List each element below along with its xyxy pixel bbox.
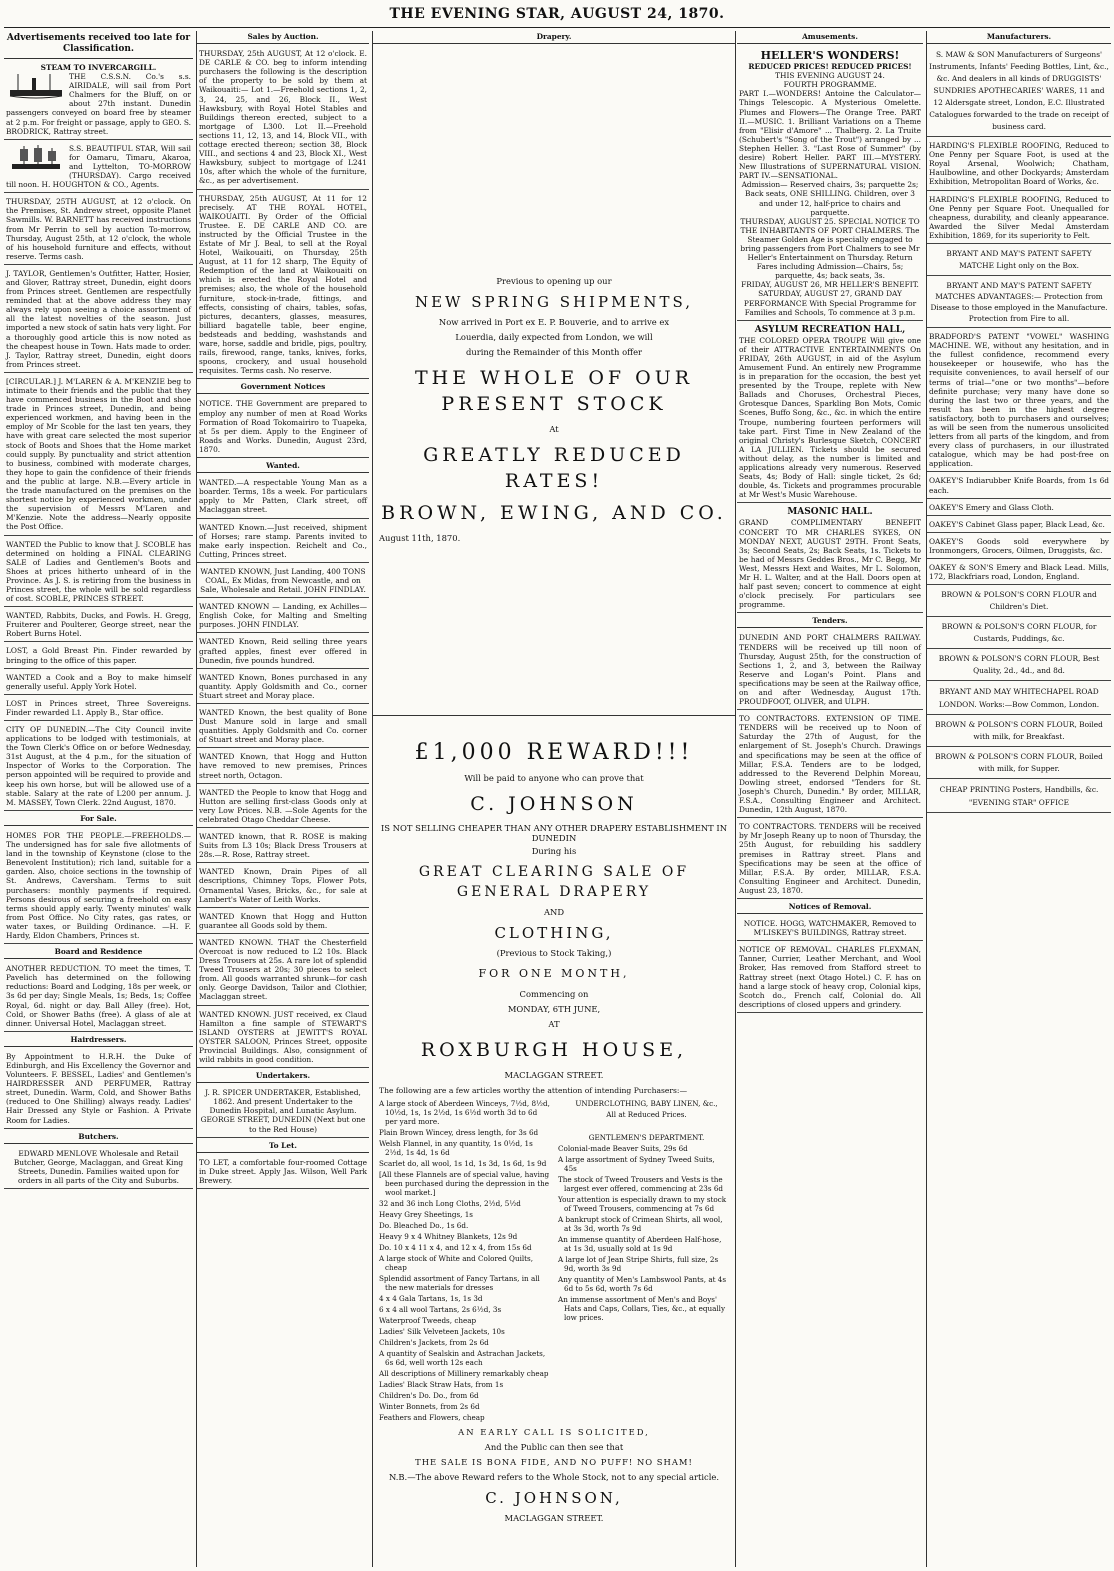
masthead-rule	[4, 27, 1110, 28]
masthead: THE EVENING STAR, AUGUST 24, 1870.	[389, 6, 725, 22]
ad-title: FOR ONE MONTH,	[478, 967, 630, 981]
list-item: Feathers and Flowers, cheap	[379, 1413, 485, 1423]
ad-body: WANTED KNOWN. THAT the Chesterfield Overcoat is now reduced to L2 10s. Black Dress Trousers at 25s. A rare lot of splendid Tweed Trousers at 20s; 30 pieces to select from. All goods warranted shrunk—for cash only. George Davidson, Tailor and Clothier, Maclaggan street.	[199, 937, 367, 1002]
ad-title: THE WHOLE OF OUR PRESENT STOCK	[414, 367, 694, 416]
section-heading-tenders: Tenders.	[737, 615, 923, 628]
list-item: Children's Do. Do., from 6d	[379, 1391, 479, 1401]
ad-line: And the Public can then see that	[484, 1442, 624, 1453]
ad-body: PART I.—WONDERS! Antoine the Calculator—Things Telescopic. A Mysterious Omelette. Plumes and Flowers—The Orange Tree. PART II.—MUSIC. 1. Brilliant Variations on a Theme from "Elisir d'Amore" ... Thalberg. 2. La Truite (Schubert's "Song of the Trout") arranged by ... Stephen Heller. 3. "Last Rose of Summer" (by desire) Robert Heller. PART III.—MYSTERY. New Illustrations of SUPERNATURAL VISION. PART IV.—SENSATIONAL.	[739, 89, 921, 181]
ad-body: OAKEY'S Goods sold everywhere by Ironmongers, Grocers, Oilmen, Druggists, &c.	[929, 536, 1109, 555]
ad-body: WANTED Known, the best quality of Bone Dust Manure sold in large and small quantities. Apply Goldsmith and Co. corner of Stuart street and Moray place.	[199, 708, 367, 745]
section-heading-auction: Sales by Auction.	[197, 31, 369, 44]
ad-body: S. MAW & SON Manufacturers of Surgeons' Instruments, Infants' Feeding Bottles, Lint, &c., &c. And dealers in all kinds of DRUGGISTS' SUNDRIES APOTHECARIES' WARES, 11 and 12 Aldersgate street, London, E.C. Illustrated Catalogues forwarded to the trade on receipt of business card.	[929, 50, 1109, 132]
ad-homes-for-people	[4, 829, 193, 944]
ad-body: EDWARD MENLOVE Wholesale and Retail Butcher, George, Maclaggan, and Great King Streets, Dunedin. Families waited upon for orders in all parts of the City and Suburbs.	[13, 1148, 184, 1186]
ad-body: TO CONTRACTORS. EXTENSION OF TIME. TENDERS will be received up to Noon of Saturday the 27th of August, for the enlargement of St. Joseph's Church. Drawings and specifications may be seen at the office of Millar, F.S.A. Tenders are to be lodged, addressed to the Reverend Delphin Moreau, Dowling street, endorsed "Tenders for St. Joseph's Church, Dunedin." By order, MILLAR, F.S.A., Consulting Engineer and Architect. Dunedin, 12th August, 1870.	[739, 714, 921, 815]
ad-line: N.B.—The above Reward refers to the Whole Stock, not to any special article.	[388, 1472, 720, 1483]
list-item: Do. Bleached Do., 1s 6d.	[379, 1221, 469, 1231]
list-item: A large lot of Jean Stripe Shirts, full size, 2s 9d, worth 3s 9d	[558, 1255, 719, 1274]
ad-masonic-hall	[737, 505, 923, 613]
list-item: Ladies' Silk Velveteen Jackets, 10s	[379, 1327, 505, 1337]
ad-wanted-10	[197, 830, 369, 863]
ad-wanted-12	[197, 910, 369, 934]
ad-body: OAKEY'S Indiarubber Knife Boards, from 1s 6d each.	[929, 476, 1109, 495]
list-item: Ladies' Black Straw Hats, from 1s	[379, 1380, 504, 1390]
list-item: Waterproof Tweeds, cheap	[379, 1316, 477, 1326]
ad-tender-saddlery	[737, 820, 923, 899]
ad-wanted-8	[197, 750, 369, 783]
ad-to-let	[197, 1156, 369, 1189]
ad-body: OAKEY & SON'S Emery and Black Lead. Mills, 172, Blackfriars road, London, England.	[929, 563, 1109, 582]
ad-city-dunedin	[4, 723, 193, 811]
ad-bryant-may-2	[927, 278, 1111, 328]
list-item: Winter Bonnets, from 2s 6d	[379, 1402, 480, 1412]
column-1	[4, 31, 193, 1567]
ad-lost-sovereigns	[4, 697, 193, 721]
ad-body: THURSDAY, 25th AUGUST, At 11 for 12 precisely. AT THE ROYAL HOTEL, WAIKOUAITI. By Order of the Official Trustee. E. DE CARLE AND CO. are instructed by the Official Trustee in the Estate of Mr J. Beal, to sell at the Royal Hotel, Waikouaiti, on Thursday, 25th August, at 11 for 12 sharp, The Equity of Redemption of the land at Waikouaiti on which is erected the Royal Hotel and premises; also, the whole of the household furniture, stock-in-trade, fittings, and effects, consisting of chairs, tables, sofas, pictures, decanters, glasses, measures, billiard bagatelle table, beer engine, bedsteads and bedding, washstands and ware, horse, saddle and bridle, pigs, poultry, rails, firewood, range, tanks, knives, forks, spoons, crockery, and usual household requisites. Terms cash. No reserve.	[199, 193, 367, 376]
list-item: Heavy 9 x 4 Whitney Blankets, 12s 9d	[379, 1232, 518, 1242]
ad-title: CLOTHING,	[494, 924, 614, 943]
section-heading-drapery: Drapery.	[373, 31, 735, 44]
list-subheading: All at Reduced Prices.	[606, 1110, 687, 1120]
list-item: 6 x 4 all wool Tartans, 2s 6½d, 3s	[379, 1305, 502, 1315]
ad-wanted-3	[197, 565, 369, 598]
price-list	[379, 1099, 729, 1424]
ad-tender-church	[737, 712, 923, 818]
ad-cheap-printing	[927, 781, 1111, 813]
section-heading-butchers: Butchers.	[4, 1131, 193, 1144]
ad-body: WANTED KNOWN. JUST received, ex Claud Hamilton a fine sample of STEWART'S ISLAND OYSTERS at JEWITT'S ROYAL OYSTER SALOON, Princes Street, opposite Provincial Buildings. Also, consignment of wild rabbits in good condition.	[199, 1009, 367, 1064]
ad-line: AT	[548, 1019, 560, 1030]
ad-title: ROXBURGH HOUSE,	[420, 1039, 688, 1062]
ad-line: During his	[531, 846, 577, 857]
ad-maw-son	[927, 47, 1111, 137]
price-list-left	[379, 1099, 550, 1424]
ad-oakey-4	[927, 535, 1111, 559]
ad-brown-polson-4	[927, 717, 1111, 747]
ad-line: THIS EVENING AUGUST 24.	[775, 71, 885, 81]
ad-wanted-6	[197, 671, 369, 704]
ad-body: THURSDAY, 25TH AUGUST, at 12 o'clock. On the Premises, St. Andrew street, opposite Planet Sawmills. W. BARNETT has received instructions from Mr Perrin to sell by auction To-morrow, Thursday, August 25th, at 12 o'clock, the whole of his household furniture and effects, without reserve. Terms cash.	[6, 197, 191, 261]
ad-body: BRADFORD'S PATENT "VOWEL" WASHING MACHINE. WE, without any hesitation, and in the fullest confidence, recommend every housekeeper or housewife, who has the requisite conveniences, to avail herself of our terms of trial—"one or two months"—before definite purchase; very many have done so during the last two or three years, and the result has been in the highest degree satisfactory, both to purchasers and ourselves; as will be seen from the numerous unsolicited letters from all parts of the kingdom, and from every class of purchasers, in our illustrated catalogue, which may be had post-free on application.	[929, 332, 1109, 469]
ad-body: THURSDAY, AUGUST 25. SPECIAL NOTICE TO THE INHABITANTS OF PORT CHALMERS. The Steamer Golden Age is specially engaged to bring passengers from Port Chalmers to see Mr Heller's Entertainment on Thursday. Return Fares including Admission—Chairs, 5s; parquette, 4s; back seats, 3s.	[740, 216, 920, 281]
ad-line: AND	[543, 907, 565, 918]
ad-body: S.S. BEAUTIFUL STAR, Will sail for Oamaru, Timaru, Akaroa, and Lyttelton, TO-MORROW (THURSDAY). Cargo received till noon. H. HOUGHTON & CO., Agents.	[6, 143, 191, 190]
ad-body: WANTED Known, that Hogg and Hutton have removed to new premises, Princes street north, Octagon.	[199, 752, 367, 780]
ad-body: DUNEDIN AND PORT CHALMERS RAILWAY. TENDERS will be received up till noon of Thursday, August 25th, for the construction of Sections 1, 2, and 3, between the Railway Reserve and Logan's Point. Plans and specifications may be seen at the Railway office, on and after Wednesday, August 17th. PROUDFOOT, OLIVER, and ULPH.	[739, 633, 921, 707]
list-heading: UNDERCLOTHING, BABY LINEN, &c.,	[575, 1099, 718, 1109]
list-item: Heavy Grey Sheetings, 1s	[379, 1210, 473, 1220]
ad-bradford	[927, 330, 1111, 472]
ad-steam-invercargill	[4, 61, 193, 140]
ad-bessel	[4, 1050, 193, 1129]
ad-wanted-13	[197, 936, 369, 1006]
ad-body: BROWN & POLSON'S CORN FLOUR, Boiled with milk, for Breakfast.	[935, 720, 1103, 742]
ad-body: NOTICE. HOGG, WATCHMAKER, Removed to M'LISKEY'S BUILDINGS, Rattray street.	[743, 919, 917, 938]
ad-body: BRYANT AND MAY'S PATENT SAFETY MATCHE Light only on the Box.	[946, 249, 1092, 271]
ad-barnett-auction	[4, 195, 193, 265]
ad-pavelich	[4, 962, 193, 1032]
list-item: Your attention is especially drawn to my stock of Tweed Trousers, commencing at 7s 6d	[558, 1195, 727, 1214]
list-heading: GENTLEMEN'S DEPARTMENT.	[588, 1133, 705, 1143]
ad-asylum-hall	[737, 323, 923, 504]
column-4	[737, 31, 923, 1567]
ad-lost-pin	[4, 644, 193, 668]
ad-body: WANTED, Rabbits, Ducks, and Fowls. H. Gregg, Fruiterer and Poulterer, George street, near the Robert Burns Hotel.	[6, 611, 191, 639]
ad-body: WANTED.—A respectable Young Man as a boarder. Terms, 18s a week. For particulars apply to Mr Patten, Clark street, off Maclaggan street.	[199, 478, 367, 515]
ad-line: At	[549, 424, 559, 435]
ad-flexman	[737, 943, 923, 1013]
ad-body: SATURDAY, AUGUST 27, GRAND DAY PERFORMANCE With Special Programme for Families and Schools, To commence at 3 p.m.	[743, 289, 917, 317]
list-item: Any quantity of Men's Lambswool Pants, at 4s 6d to 5s 6d, worth 7s 6d	[558, 1275, 727, 1294]
ad-body: OAKEY'S Emery and Glass Cloth.	[929, 502, 1054, 512]
ad-line: IS NOT SELLING CHEAPER THAN ANY OTHER DRAPERY ESTABLISHMENT IN DUNEDIN	[380, 823, 728, 844]
list-item: Do. 10 x 4 11 x 4, and 12 x 4, from 15s 6d	[379, 1243, 532, 1253]
ad-gov-notice	[197, 397, 369, 458]
ad-body: Admission— Reserved chairs, 3s; parquette 2s; Back seats, ONE SHILLING. Children, over 3 and under 12, half-price to chairs and parquette.	[741, 180, 919, 217]
ad-line: Commencing on	[519, 989, 589, 1000]
ad-line: Will be paid to anyone who can prove that	[464, 773, 644, 784]
ad-mlaren-mckenzie	[4, 375, 193, 536]
ad-date: August 11th, 1870.	[379, 533, 461, 544]
ad-body: LOST in Princes street, Three Sovereigns. Finder rewarded L1. Apply B., Star office.	[6, 698, 191, 717]
list-item: Plain Brown Wincey, dress length, for 3s 6d	[379, 1128, 539, 1138]
ad-body: THE COLORED OPERA TROUPE Will give one of their ATTRACTIVE ENTERTAINMENTS On FRIDAY, 26th AUGUST, in aid of the Asylum Amusement Fund. An entirely new Programme is in preparation for the occasion, the best yet presented by the Troupe, replete with New Ballads and Choruses, Orchestral Pieces, Grotesque Dances, Sparkling Bon Mots, Comic Scenes, Buffo Song, &c., &c. in which the entire Troupe, numbering fourteen performers will take part. First Time in New Zealand of the original Christy's Burlesque Sketch, CONCERT A LA JULLIEN. Tickets should be secured without delay, as the number is limited and applications already very numerous. Reserved Seats, 4s; Body of Hall: single ticket, 2s 6d; double, 4s. Tickets and programmes procurable at Mr West's Music Warehouse.	[739, 335, 921, 500]
ad-oakey-2	[927, 501, 1111, 516]
steamship-icon	[6, 72, 66, 100]
ad-body: LOST, a Gold Breast Pin. Finder rewarded by bringing to the office of this paper.	[6, 646, 191, 665]
ad-firm-name: BROWN, EWING, AND CO.	[381, 502, 727, 525]
list-item: An immense assortment of Men's and Boys' Hats and Caps, Collars, Ties, &c., at equally low prices.	[558, 1295, 726, 1323]
ad-title: GREATLY REDUCED RATES!	[423, 444, 685, 493]
ad-brown-polson-2	[927, 619, 1111, 649]
ad-wanted-1	[197, 476, 369, 518]
ad-heller	[737, 47, 923, 321]
ad-line: FOURTH PROGRAMME.	[783, 80, 877, 90]
list-item: A bankrupt stock of Crimean Shirts, all wool, at 3s 3d, worth 7s 9d	[558, 1215, 723, 1234]
ad-body: FRIDAY, AUGUST 26, MR HELLER'S BENEFIT.	[741, 280, 919, 290]
column-3-drapery	[372, 31, 736, 1567]
section-heading-for-sale: For Sale.	[4, 813, 193, 826]
list-item: Scarlet do, all wool, 1s 1d, 1s 3d, 1s 6d, 1s 9d	[379, 1159, 547, 1169]
ad-harding-2	[927, 193, 1111, 244]
list-item: An immense quantity of Aberdeen Half-hose, at 1s 3d, usually sold at 1s 9d	[558, 1235, 722, 1254]
price-list-right	[558, 1099, 729, 1424]
ad-hogg-watchmaker	[737, 917, 923, 941]
list-item: Colonial-made Beaver Suits, 29s 6d	[558, 1144, 688, 1154]
ad-body: WANTED KNOWN, Just Landing, 400 TONS COAL, Ex Midas, from Newcastle, and on Sale, Wholesale and Retail. JOHN FINDLAY.	[200, 566, 366, 595]
list-item: A large stock of White and Colored Quilts, cheap	[379, 1254, 534, 1273]
ad-body: HARDING'S FLEXIBLE ROOFING, Reduced to One Penny per Square Foot, is used at the Royal Arsenal, Woolwich; Chatham, Haulbowline, and other Dockyards; Amsterdam Exhibition, Metropolitan Board of Works, &c.	[929, 141, 1109, 187]
ad-body: WANTED a Cook and a Boy to make himself generally useful. Apply York Hotel.	[6, 672, 191, 691]
reward-heading: £1,000 REWARD!!!	[414, 740, 694, 766]
ad-body: WANTED Known.—Just received, shipment of Horses; rare stamp. Parents invited to make early inspection. Reichelt and Co., Cutting, Princes street.	[199, 522, 367, 559]
ad-firm-name: C. JOHNSON	[470, 793, 638, 816]
ad-line: (Previous to Stock Taking,)	[496, 948, 612, 959]
ad-line: AN EARLY CALL IS SOLICITED,	[458, 1427, 650, 1438]
list-item: A quantity of Sealskin and Astrachan Jackets, 6s 6d, well worth 12s each	[379, 1349, 546, 1368]
ad-line: REDUCED PRICES! REDUCED PRICES!	[748, 62, 912, 72]
ad-line: THE SALE IS BONA FIDE, AND NO PUFF! NO SHAM!	[415, 1457, 693, 1468]
ad-body: J. R. SPICER UNDERTAKER, Established, 1862. And present Undertaker to the Dunedin Hospital, and Lunatic Asylum. GEORGE STREET, DUNEDIN (Next but one to the Red House)	[200, 1088, 366, 1134]
ad-body: WANTED the People to know that Hogg and Hutton are selling first-class Goods only at very Low Prices. N.B. —Sole Agents for the celebrated Otago Cheddar Cheese.	[199, 787, 367, 824]
ad-title: HELLER'S WONDERS!	[760, 49, 900, 63]
ad-body: WANTED KNOWN — Landing, ex Achilles—English Coke, for Malting and Smelting purposes. JOHN FINDLAY.	[199, 602, 367, 630]
ad-bryant-may-1	[927, 246, 1111, 276]
ad-body: BROWN & POLSON'S CORN FLOUR, Best Quality, 2d., 4d., and 8d.	[938, 654, 1100, 676]
ad-oakey-1	[927, 474, 1111, 498]
ad-taylor-outfitter	[4, 267, 193, 373]
ad-title: GREAT CLEARING SALE OF GENERAL DRAPERY	[418, 864, 690, 901]
list-item: All descriptions of Millinery remarkably cheap	[379, 1369, 549, 1379]
ad-johnson	[373, 715, 735, 1525]
ad-body: THE C.S.S.N. Co.'s s.s. AIRIDALE, will sail from Port Chalmers for the Bluff, on or about 27th instant. Dunedin passengers conveyed on board free by steamer at 2 p.m. For freight or passage, apply to GEO. S. BRODRICK, Rattray street.	[6, 72, 191, 136]
ad-line: The following are a few articles worthy the attention of intending Purchasers:—	[379, 1086, 688, 1096]
ad-heading: STEAM TO INVERCARGILL.	[40, 63, 157, 72]
ad-body: WANTED Known that Hogg and Hutton guarantee all Goods sold by them.	[199, 911, 367, 930]
ad-title: MASONIC HALL.	[787, 507, 873, 518]
ad-wanted-9	[197, 786, 369, 828]
ad-body: [CIRCULAR.] J. M'LAREN & A. M'KENZIE beg to intimate to their friends and the public that they have commenced business in the Boot and shoe trade in Princes street, Dunedin, and being experienced workmen, and having been in the employ of Mr Scoble for the last ten years, they have with great care selected the most superior stock of Boots and Shoes that the Home market could supply. By punctuality and strict attention to business, combined with moderate charges, they hope to gain the confidence of their friends and the public at large. N.B.—Every article in the trade manufactured on the premises on the shortest notice by experienced workmen, under the supervision of Messrs M'Laren and M'Kenzie. Note the address—Nearly opposite the Post Office.	[6, 376, 191, 532]
ad-tender-railway	[737, 631, 923, 710]
ad-menlove	[4, 1147, 193, 1189]
sailing-ship-icon	[6, 144, 66, 172]
ad-body: HOMES FOR THE PEOPLE.—FREEHOLDS.—The undersigned has for sale five allotments of land in the township of Keynstone (close to the Benevolent Institution); rich land, suitable for a garden. Also, choice sections in the township of St. Andrews, Caversham. Terms to suit purchasers: monthly payments if required. Persons desirous of securing a freehold on easy terms should apply early. Twenty minutes' walk from Post Office. No City rates, gas rates, or water taxes, or Building Ordinance. —H. F. Hardy, Eldon Chambers, Princes st.	[6, 830, 191, 940]
ad-line: Louerdia, daily expected from London, we will	[455, 332, 653, 343]
list-item: 32 and 36 inch Long Cloths, 2½d, 5½d	[379, 1199, 521, 1209]
ad-bryant-may-3	[927, 683, 1111, 715]
ad-scoble	[4, 538, 193, 608]
ad-brown-polson-1	[927, 587, 1111, 617]
ad-body: GRAND COMPLIMENTARY BENEFIT CONCERT TO MR CHARLES SYKES, ON MONDAY NEXT, AUGUST 29TH. Front Seats, 3s; Second Seats, 2s; Back Seats, 1s. Tickets to be had of Messrs Geddes Bros., Mr C. Begg, Mr West, Messrs Hext and Waites, Mr L. Solomon, Mr H. L. Walter, and at the Hall. Doors open at half past seven; concert to commence at eight o'clock precisely. For particulars see programme.	[739, 518, 921, 610]
section-heading-manufacturers: Manufacturers.	[927, 31, 1111, 44]
ad-body: THURSDAY, 25th AUGUST, At 12 o'clock. E. DE CARLE & CO. beg to inform intending purchasers the following is the description of the property to be sold by them at Waikouaiti:— Lot 1.—Freehold sections 1, 2, 3, 24, 25, and 26, Block II., West Hawksbury, with Royal Hotel Stables and Buildings thereon erected, subject to a mortgage of L300. Lot II.—Freehold sections 11, 12, 13, and 14, Block VII., with cottage erected thereon; section 38, Block VIII., and sections 4 and 23, Block XI., West Hawksbury, subject to mortgage of L241 10s, after which the whole of the furniture, &c., as per advertisement.	[199, 49, 367, 186]
ad-oakey-3	[927, 518, 1111, 533]
ad-wanted-5	[197, 635, 369, 668]
ad-body: NOTICE. THE Government are prepared to employ any number of men at Road Works Formation of Road Tokomairiro to Tuapeka, at 5s per diem. Apply to the Engineer of Roads and Works. Dunedin, August 23rd, 1870.	[199, 399, 367, 454]
column-5	[926, 31, 1111, 1567]
ad-title: ASYLUM RECREATION HALL,	[754, 324, 906, 335]
ad-body: BROWN & POLSON'S CORN FLOUR, Boiled with milk, for Supper.	[935, 752, 1103, 774]
list-item: Welsh Flannel, in any quantity, 1s 0½d, 1s 2½d, 1s 4d, 1s 6d	[379, 1139, 533, 1158]
ad-body: By Appointment to H.R.H. the Duke of Edinburgh, and His Excellency the Governor and Volunteers. F. BESSEL, Ladies' and Gentlemen's HAIRDRESSER AND PERFUMER, Rattray street, Dunedin. Warm, Cold, and Shower Baths (reduced to One Shilling) always ready. Ladies' Hair Dressed any Style or Fashion. A Private Room for Ladies.	[6, 1051, 191, 1125]
ad-harding-1	[927, 139, 1111, 190]
list-item: 4 x 4 Gala Tartans, 1s, 1s 3d	[379, 1294, 483, 1304]
ad-brown-polson-3	[927, 651, 1111, 681]
ad-wanted-2	[197, 521, 369, 563]
ad-wanted-7	[197, 706, 369, 748]
ad-body: BROWN & POLSON'S CORN FLOUR and Children's Diet.	[941, 590, 1097, 612]
list-item: Splendid assortment of Fancy Tartans, in all the new materials for dresses	[379, 1274, 540, 1293]
ad-body: WANTED Known, Bones purchased in any quantity. Apply Goldsmith and Co., corner Stuart street and Moray place.	[199, 672, 367, 700]
ad-wanted-11	[197, 865, 369, 907]
section-heading-amusements: Amusements.	[737, 31, 923, 44]
ad-gregg	[4, 609, 193, 642]
ad-body: ANOTHER REDUCTION. TO meet the times, T. Pavelich has determined on the following reductions: Board and Lodging, 18s per week, or 3s 6d per day; Single Meals, 1s; Beds, 1s; Coffee Royal, 6d. night or day. Ball Alley (free). Hot, Cold, or Shower Baths (free). A glass of ale at dinner. Universal Hotel, Maclaggan street.	[6, 964, 191, 1028]
section-heading-government: Government Notices	[197, 381, 369, 394]
list-item: A large assortment of Sydney Tweed Suits, 45s	[558, 1155, 715, 1174]
ad-de-carle-1	[197, 47, 369, 189]
ad-beautiful-star	[4, 142, 193, 193]
ad-body: OAKEY'S Cabinet Glass paper, Black Lead, &c.	[929, 519, 1105, 529]
ad-brown-ewing	[373, 47, 735, 545]
ad-oakey-5	[927, 561, 1111, 585]
section-heading-board: Board and Residence	[4, 946, 193, 959]
ad-body: J. TAYLOR, Gentlemen's Outfitter, Hatter, Hosier, and Glover, Rattray street, Dunedin, eight doors from Princes street. Gentlemen are respectfully reminded that at the above address they may always rely upon seeing a choice assortment of all the latest novelties of the season. Just imported a new stock of satin hats very light. For a thoroughly good article this is now noted as the cheapest house in Town. Hats made to order. J. Taylor, Rattray street, Dunedin, eight doors from Princes street.	[6, 268, 191, 369]
ad-line: Now arrived in Port ex E. P. Bouverie, and to arrive ex	[438, 317, 670, 328]
section-heading-wanted: Wanted.	[197, 460, 369, 473]
ad-spicer	[197, 1086, 369, 1137]
ad-line: MONDAY, 6TH JUNE,	[507, 1004, 601, 1015]
list-item: [All these Flannels are of special value, having been purchased during the depression in the wool market.]	[379, 1170, 550, 1198]
list-item: Children's Jackets, from 2s 6d	[379, 1338, 489, 1348]
ad-brown-polson-5	[927, 749, 1111, 779]
ad-body: TO CONTRACTORS. TENDERS will be received by Mr Joseph Reany up to noon of Thursday, the 25th August, for rebuilding his saddlery premises in Rattray street. Plans and Specifications may be seen at the office of Millar, F.S.A. By order, MILLAR, F.S.A. Consulting Engineer and Architect. Dunedin, August 23, 1870.	[739, 822, 921, 895]
ad-body: NOTICE OF REMOVAL. CHARLES FLEXMAN, Tanner, Currier, Leather Merchant, and Wool Broker, Has removed from Stafford street to Rattray street (next Otago Hotel.) C. F. has on hand a large stock of heavy crop, Colonial kips, Scotch do., French calf, Colonial do. All descriptions of closed uppers and grindery.	[739, 945, 921, 1009]
ad-line: MACLAGGAN STREET.	[504, 1070, 604, 1081]
ad-body: WANTED Known, Drain Pipes of all descriptions, Chimney Tops, Flower Pots, Ornamental Vases, Bricks, &c., for sale at Lambert's Water of Leith Works.	[199, 867, 367, 904]
section-heading-hairdressers: Hairdressers.	[4, 1034, 193, 1047]
ad-body: WANTED the Public to know that J. SCOBLE has determined on holding a FINAL CLEARING SALE of Ladies and Gentlemen's Boots and Shoes at prices hitherto unheard of in the Province. As J. S. is retiring from the business in Princes street, the whole will be sold regardless of cost. SCOBLE, PRINCES STREET.	[6, 539, 191, 604]
ad-signature: C. JOHNSON,	[485, 1489, 623, 1508]
column-2	[196, 31, 369, 1567]
section-heading-undertakers: Undertakers.	[197, 1070, 369, 1083]
section-heading-to-let: To Let.	[197, 1140, 369, 1153]
ad-body: WANTED Known, Reid selling three years grafted apples, finest ever offered in Dunedin, five pounds hundred.	[199, 637, 367, 665]
ad-body: WANTED known, that R. ROSE is making Suits from L3 10s; Black Dress Trousers at 28s.—R. Rose, Rattray street.	[199, 832, 367, 860]
ad-body: CITY OF DUNEDIN.—The City Council invite applications to be lodged with testimonials, at the Town Clerk's Office on or before Wednesday, 31st August, at the 4 p.m., for the situation of Inspector of Works to the Corporation. The person appointed will be required to provide and keep his own horse, but will be allowed use of a stable. Salary at the rate of L200 per annum. J. M. MASSEY, Town Clerk. 22nd August, 1870.	[6, 725, 191, 807]
ad-body: CHEAP PRINTING Posters, Handbills, &c. "EVENING STAR" OFFICE	[939, 785, 1099, 808]
list-item: The stock of Tweed Trousers and Vests is the largest ever offered, commencing at 23s 6d	[558, 1175, 724, 1194]
ad-body: HARDING'S FLEXIBLE ROOFING, Reduced to One Penny per Square Foot. Unequalled for cheapness, durability, and cleanly appearance. Awarded the Silver Medal Amsterdam Exhibition, 1869, for its superiority to Felt.	[929, 194, 1109, 240]
ad-line: Previous to opening up our	[496, 276, 612, 287]
section-heading-removal: Notices of Removal.	[737, 901, 923, 914]
ad-title: NEW SPRING SHIPMENTS,	[414, 293, 694, 312]
late-ads-heading: Advertisements received too late for Classification.	[4, 31, 193, 59]
ad-body: BRYANT AND MAY'S PATENT SAFETY MATCHES ADVANTAGES:— Protection from Disease to those employed in the Manufacture. Protection from Fire to all.	[930, 281, 1108, 324]
ad-wanted-14	[197, 1008, 369, 1069]
ad-de-carle-2	[197, 192, 369, 380]
ad-line: MACLAGGAN STREET.	[504, 1513, 604, 1524]
ad-wanted-4	[197, 600, 369, 633]
ad-body: BROWN & POLSON'S CORN FLOUR, for Custards, Puddings, &c.	[941, 622, 1097, 644]
list-item: A large stock of Aberdeen Winceys, 7½d, 8½d, 10½d, 1s, 1s 2½d, 1s 6½d worth 3d to 6d per yard more.	[379, 1099, 550, 1127]
ad-wanted-cook	[4, 671, 193, 695]
ad-line: during the Remainder of this Month offer	[465, 347, 643, 358]
ad-body: BRYANT AND MAY WHITECHAPEL ROAD LONDON. Works:—Bow Common, London.	[938, 687, 1100, 710]
ad-body: TO LET, a comfortable four-roomed Cottage in Duke street. Apply Jas. Wilson, Well Park Brewery.	[199, 1157, 367, 1185]
